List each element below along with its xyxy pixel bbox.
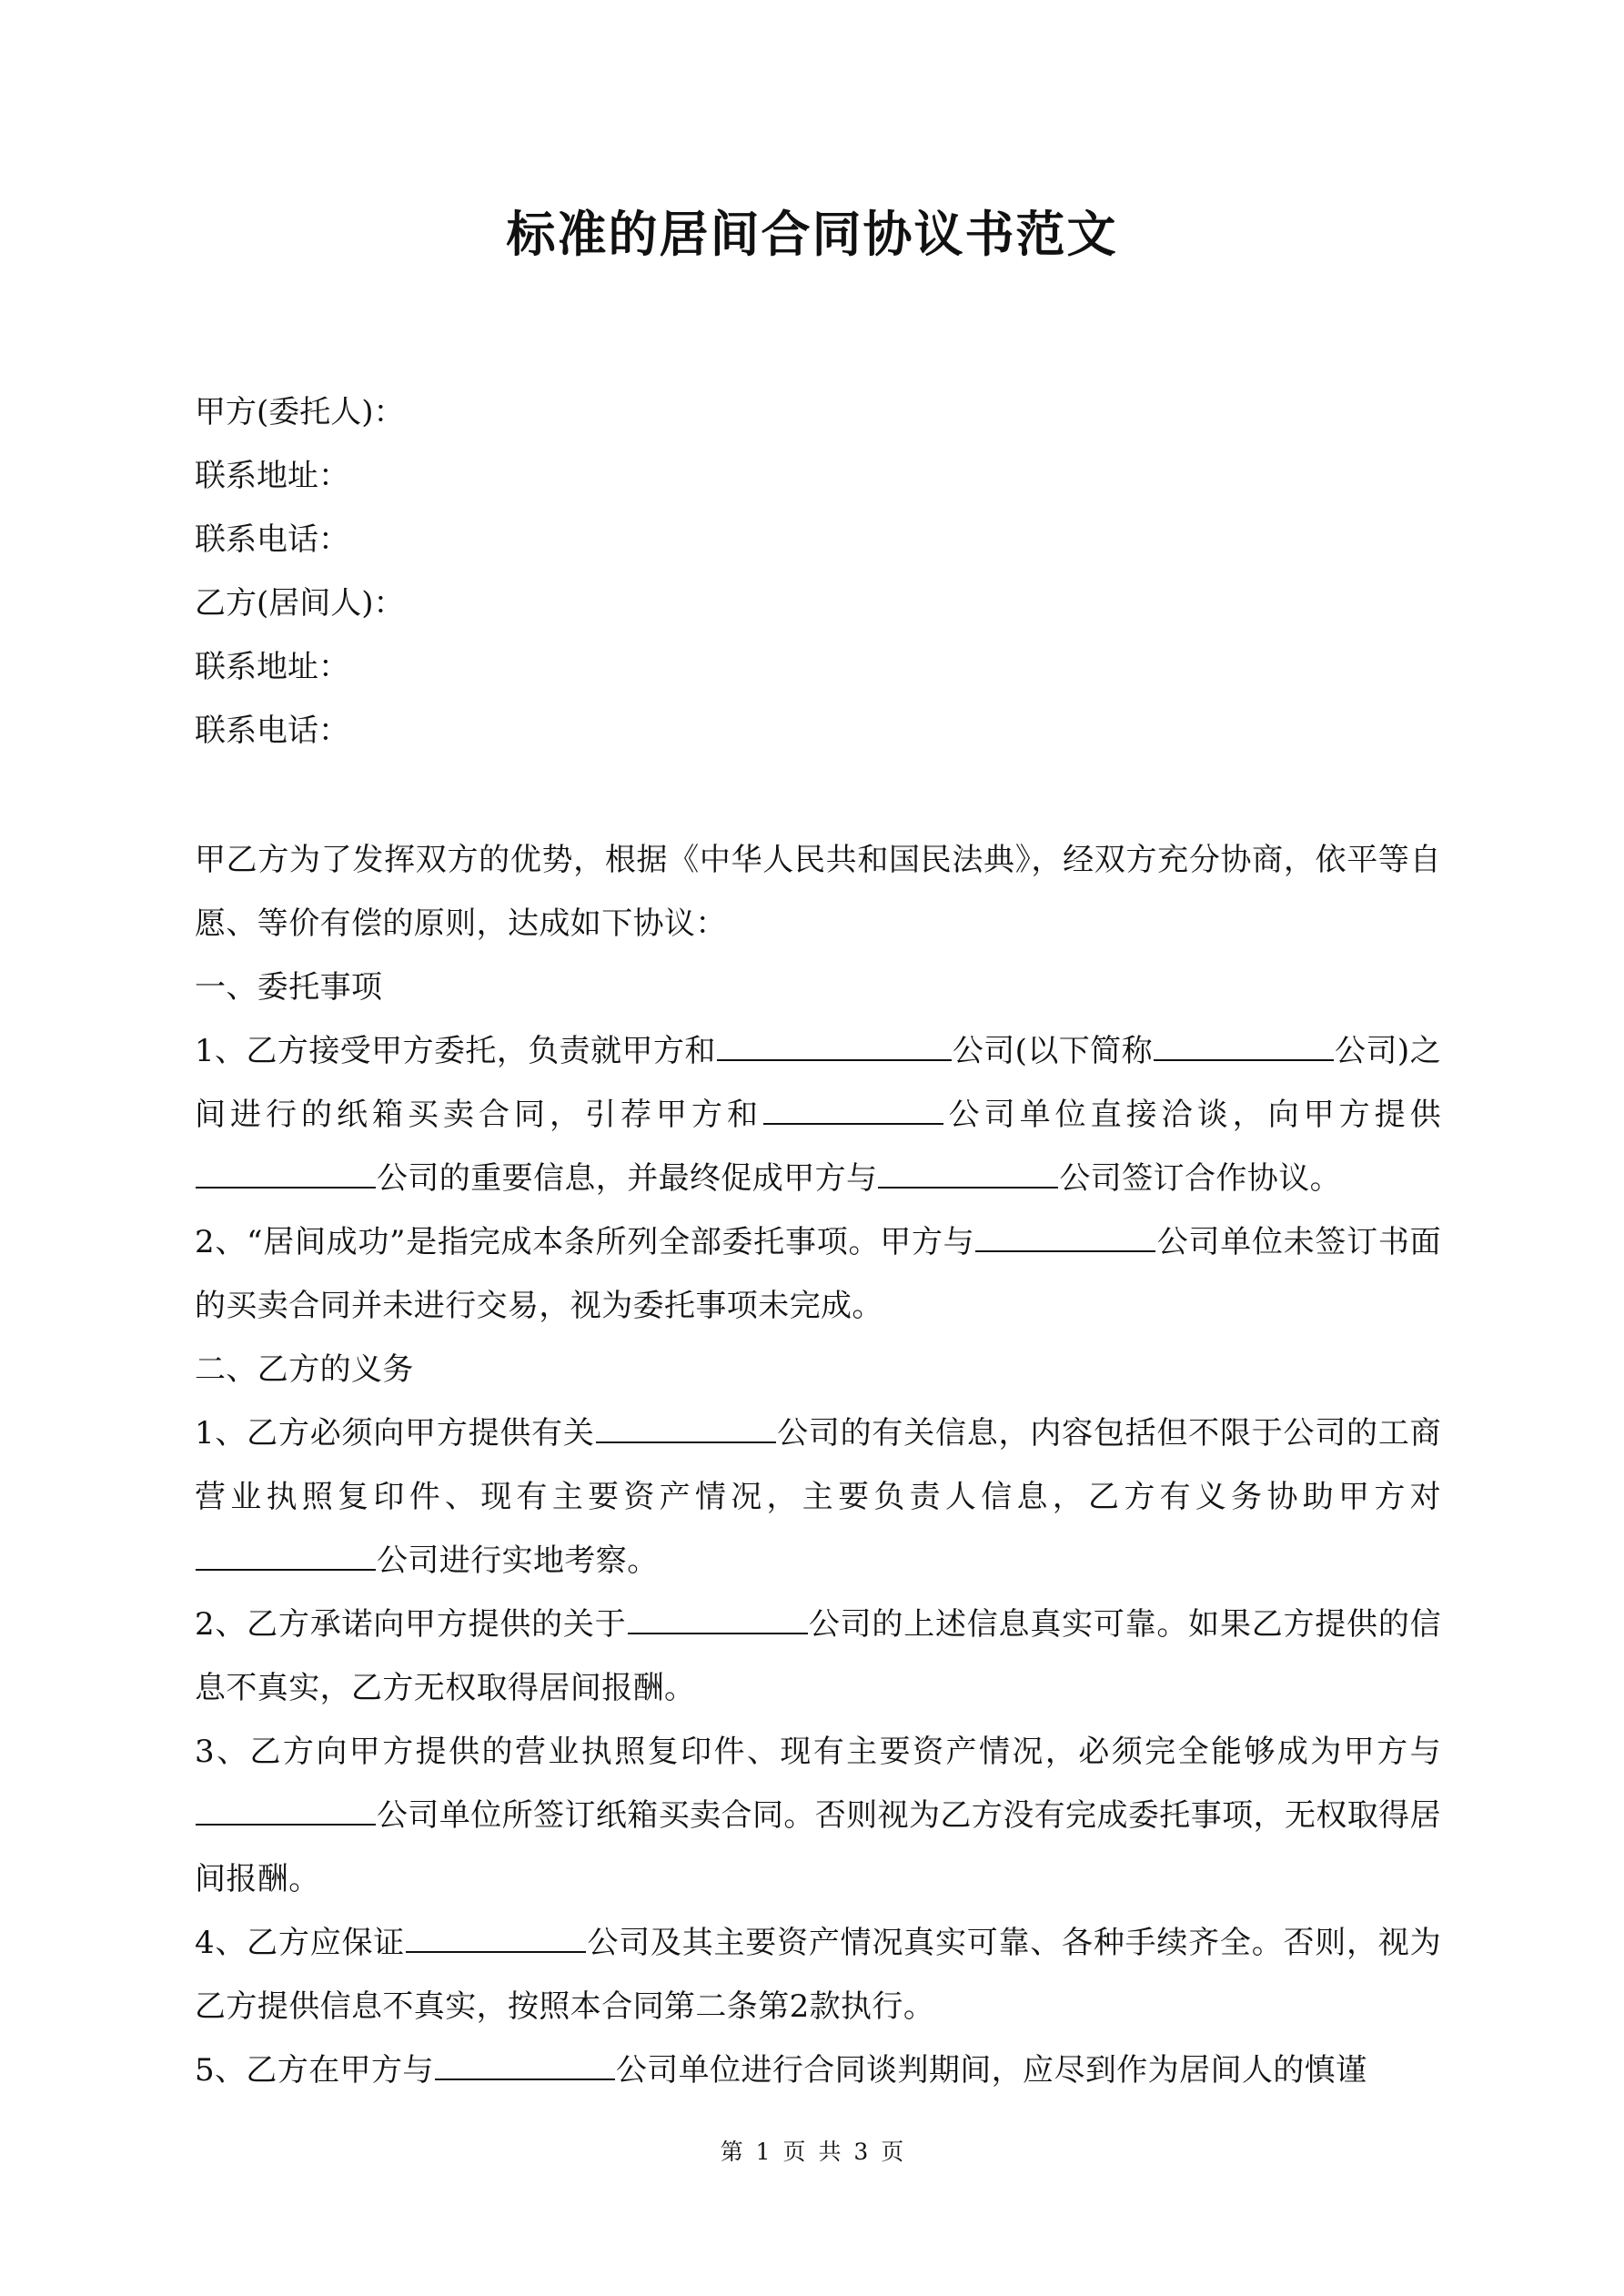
clause-text: 公司单位进行合同谈判期间，应尽到作为居间人的慎谨 <box>615 2052 1367 2089</box>
blank-field <box>763 1096 943 1125</box>
party-a-phone-label: 联系电话： <box>195 521 349 558</box>
clause-text: 公司签订合作协议。 <box>1059 1160 1342 1197</box>
section-1-clause-2 <box>195 1210 1441 1338</box>
section-2-heading: 二、乙方的义务 <box>195 1351 414 1388</box>
page-number: 第 1 页 共 3 页 <box>720 2139 904 2165</box>
contract-body <box>195 828 1441 2102</box>
section-2-clause-3 <box>195 1720 1441 1911</box>
clause-text: 公司单位未签订书面的买卖合同并未进行交易，视为委托事项未完成。 <box>195 1224 1441 1324</box>
clause-text: 1、乙方必须向甲方提供有关 <box>195 1415 595 1451</box>
clause-text: 5、乙方在甲方与 <box>195 2052 434 2089</box>
blank-field <box>196 1542 376 1571</box>
section-2-clause-1 <box>195 1401 1441 1593</box>
party-b-phone-label: 联系电话： <box>195 713 349 749</box>
blank-field <box>878 1159 1058 1188</box>
section-2-clause-2 <box>195 1593 1441 1720</box>
clause-text: 公司进行实地考察。 <box>377 1542 659 1579</box>
clause-text: 3、乙方向甲方提供的营业执照复印件、现有主要资产情况，必须完全能够成为甲方与 <box>195 1734 1441 1770</box>
clause-text: 公司的有关信息，内容包括但不限于公司的工商营业执照复印件、现有主要资产情况，主要负责人信息，乙方有义务协助甲方对 <box>195 1415 1441 1515</box>
blank-field <box>1154 1032 1334 1061</box>
party-b-label: 乙方(居间人)： <box>195 585 405 622</box>
blank-field <box>975 1223 1155 1252</box>
section-1-clause-1 <box>195 1019 1441 1210</box>
blank-field <box>406 1924 586 1953</box>
clause-text: 公司(以下简称 <box>952 1033 1154 1069</box>
party-info-block <box>195 380 1441 763</box>
clause-text: 2、乙方承诺向甲方提供的关于 <box>195 1606 627 1643</box>
blank-field <box>596 1414 776 1443</box>
clause-text: 公司的上述信息真实可靠。如果乙方提供的信息不真实，乙方无权取得居间报酬。 <box>195 1606 1442 1706</box>
document-title: 标准的居间合同协议书范文 <box>506 205 1118 263</box>
clause-text: 公司及其主要资产情况真实可靠、各种手续齐全。否则，视为乙方提供信息不真实，按照本合同第二条第2款执行。 <box>195 1925 1441 2025</box>
clause-text: 公司的重要信息，并最终促成甲方与 <box>377 1160 878 1197</box>
clause-text: 1、乙方接受甲方委托，负责就甲方和 <box>195 1033 716 1069</box>
section-1-heading: 一、委托事项 <box>195 969 383 1006</box>
party-a-label: 甲方(委托人)： <box>195 394 405 430</box>
blank-field <box>196 1159 376 1188</box>
intro-paragraph: 甲乙方为了发挥双方的优势，根据《中华人民共和国民法典》，经双方充分协商，依平等自愿、等价有偿的原则，达成如下协议： <box>195 842 1441 942</box>
blank-field <box>628 1605 808 1634</box>
clause-text: 公司单位直接洽谈，向甲方提供 <box>944 1097 1441 1133</box>
party-b-address-label: 联系地址： <box>195 649 349 685</box>
clause-text: 2、“居间成功”是指完成本条所列全部委托事项。甲方与 <box>195 1224 975 1260</box>
clause-text: 4、乙方应保证 <box>195 1925 406 1961</box>
blank-field <box>196 1796 376 1826</box>
section-2-clause-4 <box>195 1911 1441 2038</box>
blank-field <box>717 1032 952 1061</box>
blank-field <box>435 2051 615 2080</box>
clause-text: 公司)之间进行的纸箱买卖合同，引荐甲方和 <box>195 1033 1441 1133</box>
clause-text: 公司单位所签订纸箱买卖合同。否则视为乙方没有完成委托事项，无权取得居间报酬。 <box>195 1797 1441 1897</box>
section-2-clause-5 <box>195 2038 1441 2102</box>
party-a-address-label: 联系地址： <box>195 458 349 494</box>
